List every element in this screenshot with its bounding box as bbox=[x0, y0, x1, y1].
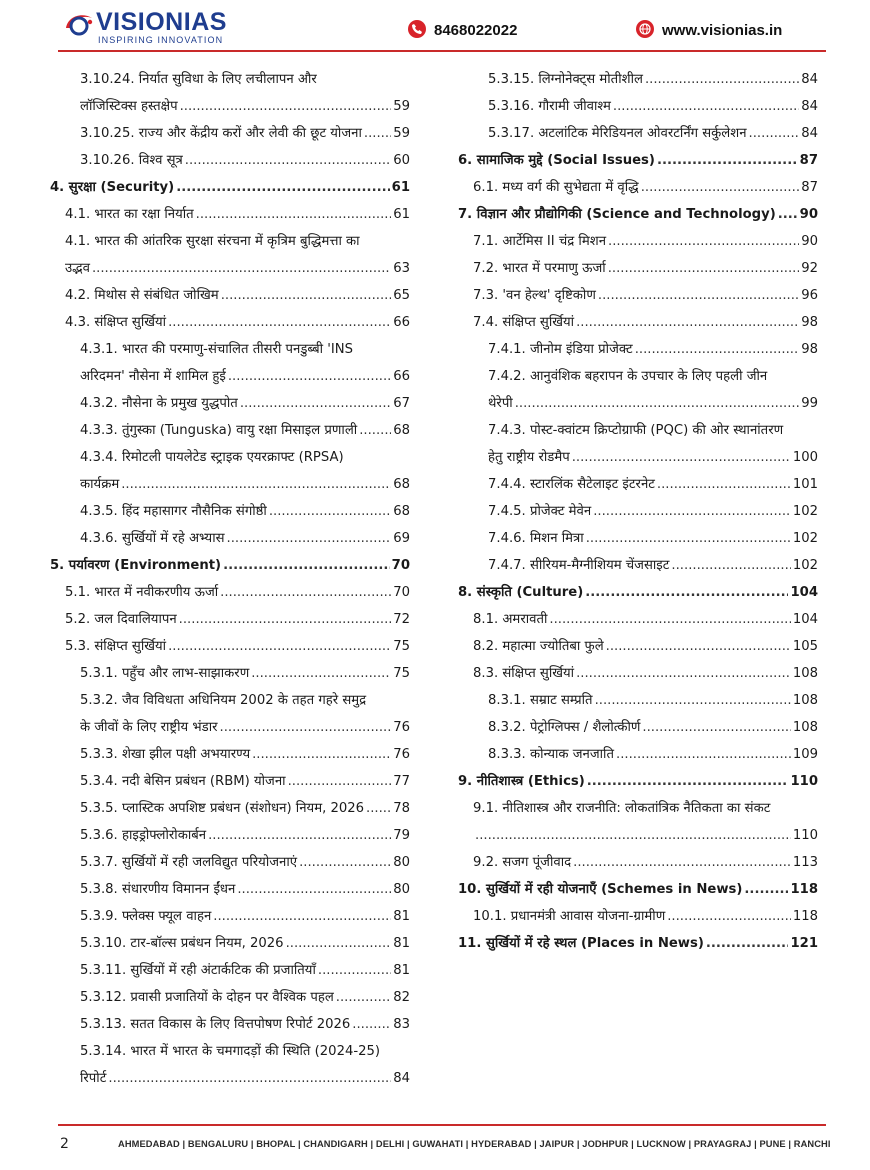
toc-entry bbox=[50, 282, 410, 309]
toc-dot-leader bbox=[641, 174, 800, 201]
toc-entry-title: 8.3.3. कोन्याक जनजाति bbox=[488, 747, 614, 762]
toc-entry bbox=[458, 768, 818, 795]
toc-entry bbox=[50, 417, 410, 444]
toc-page-number: 70 bbox=[391, 558, 410, 573]
toc-page-number: 66 bbox=[393, 369, 410, 384]
toc-entry bbox=[50, 660, 410, 687]
toc-entry-title: 5.3.9. फ्लेक्स फ्यूल वाहन bbox=[80, 909, 212, 924]
toc-dot-leader bbox=[749, 120, 800, 147]
toc-dot-leader bbox=[180, 93, 392, 120]
toc-entry bbox=[50, 498, 410, 525]
toc-dot-leader bbox=[336, 984, 391, 1011]
toc-page-number: 63 bbox=[393, 261, 410, 276]
toc-dot-leader bbox=[706, 930, 789, 957]
toc-dot-leader bbox=[608, 255, 800, 282]
toc-entry-title: 5.3.7. सुर्खियों में रही जलविद्युत परियोजनाएं bbox=[80, 855, 298, 870]
toc-entry bbox=[458, 876, 818, 903]
toc-dot-leader bbox=[645, 66, 799, 93]
toc-page-number: 118 bbox=[790, 882, 818, 897]
toc-entry-title: 8.3.1. सम्राट सम्प्रति bbox=[488, 693, 593, 708]
phone-contact bbox=[408, 20, 517, 39]
toc-dot-leader bbox=[657, 147, 798, 174]
toc-page-number: 113 bbox=[792, 855, 818, 870]
toc-entry bbox=[50, 606, 410, 633]
toc-entry bbox=[458, 525, 818, 552]
toc-entry bbox=[458, 579, 818, 606]
toc-entry-title: 5.3.17. अटलांटिक मेरिडियनल ओवरटर्निंग सर्कुलेशन bbox=[488, 126, 747, 141]
toc-page-number: 118 bbox=[792, 909, 818, 924]
toc-entry-title: 4.3.2. नौसेना के प्रमुख युद्धपोत bbox=[80, 396, 238, 411]
toc-page-number: 82 bbox=[393, 990, 410, 1005]
globe-icon bbox=[636, 20, 654, 38]
toc-entry-title: 7.2. भारत में परमाणु ऊर्जा bbox=[473, 261, 606, 276]
toc-dot-leader bbox=[176, 174, 389, 201]
phone-number: 8468022022 bbox=[434, 22, 518, 39]
toc-entry bbox=[50, 687, 410, 714]
toc-entry bbox=[458, 120, 818, 147]
toc-entry-title: रिपोर्ट bbox=[80, 1071, 107, 1086]
toc-dot-leader bbox=[168, 309, 391, 336]
toc-entry-title: 9.1. नीतिशास्त्र और राजनीति: लोकतांत्रिक नैतिकता का संकट bbox=[473, 801, 771, 816]
toc-page-number: 59 bbox=[393, 126, 410, 141]
toc-entry bbox=[50, 66, 410, 93]
toc-page-number: 84 bbox=[801, 126, 818, 141]
toc-dot-leader bbox=[642, 714, 790, 741]
toc-entry bbox=[458, 849, 818, 876]
toc-dot-leader bbox=[286, 930, 392, 957]
toc-page-number: 78 bbox=[393, 801, 410, 816]
toc-page-number: 65 bbox=[393, 288, 410, 303]
toc-page-number: 98 bbox=[801, 315, 818, 330]
footer-cities: AHMEDABAD | BENGALURU | BHOPAL | CHANDIGARH | DELHI | GUWAHATI | HYDERABAD | JAIPUR | JODHPUR | LUCKNOW | PRAYAGRAJ | PUNE | RANCHI bbox=[118, 1139, 831, 1149]
toc-dot-leader bbox=[573, 849, 791, 876]
toc-entry bbox=[458, 903, 818, 930]
toc-page-number: 108 bbox=[792, 666, 818, 681]
toc-dot-leader bbox=[208, 822, 391, 849]
toc-entry bbox=[50, 201, 410, 228]
toc-entry bbox=[50, 552, 410, 579]
toc-page-number: 105 bbox=[792, 639, 818, 654]
toc-entry-title: 5.3.10. टार-बॉल्स प्रबंधन नियम, 2026 bbox=[80, 936, 284, 951]
toc-entry bbox=[50, 309, 410, 336]
toc-dot-leader bbox=[168, 633, 391, 660]
toc-entry bbox=[458, 660, 818, 687]
toc-entry bbox=[50, 93, 410, 120]
toc-entry bbox=[458, 255, 818, 282]
toc-entry-title: कार्यक्रम bbox=[80, 477, 120, 492]
toc-entry-title: 4.3.4. रिमोटली पायलेटेड स्ट्राइक एयरक्राफ्ट (RPSA) bbox=[80, 450, 344, 465]
toc-page-number: 102 bbox=[792, 504, 818, 519]
toc-entry-title: 5.1. भारत में नवीकरणीय ऊर्जा bbox=[65, 585, 219, 600]
toc-entry-title: 7.4.6. मिशन मित्रा bbox=[488, 531, 584, 546]
brand-tagline: INSPIRING INNOVATION bbox=[98, 35, 224, 45]
toc-entry-title: 5.3.1. पहुँच और लाभ-साझाकरण bbox=[80, 666, 250, 681]
toc-page-number: 108 bbox=[792, 720, 818, 735]
toc-entry bbox=[50, 174, 410, 201]
toc-entry-title: 6. सामाजिक मुद्दे (Social Issues) bbox=[458, 153, 655, 168]
toc-page-number: 84 bbox=[801, 72, 818, 87]
website-contact bbox=[636, 20, 782, 39]
toc-entry bbox=[50, 579, 410, 606]
logo-swoosh-icon bbox=[62, 10, 94, 38]
toc-entry-title: 7.4.7. सीरियम-मैग्नीशियम चेंजसाइट bbox=[488, 558, 670, 573]
toc-dot-leader bbox=[227, 525, 392, 552]
toc-entry bbox=[50, 849, 410, 876]
toc-dot-leader bbox=[671, 552, 790, 579]
toc-entry-title: अरिदमन' नौसेना में शामिल हुई bbox=[80, 369, 226, 384]
toc-page-number: 100 bbox=[792, 450, 818, 465]
toc-entry bbox=[50, 147, 410, 174]
toc-entry bbox=[50, 903, 410, 930]
toc-entry bbox=[458, 363, 818, 390]
toc-dot-leader bbox=[92, 255, 391, 282]
toc-entry bbox=[458, 417, 818, 444]
toc-entry bbox=[50, 363, 410, 390]
toc-entry-title: 8.3. संक्षिप्त सुर्खियां bbox=[473, 666, 575, 681]
website-url: www.visionias.in bbox=[662, 22, 783, 39]
toc-page-number: 66 bbox=[393, 315, 410, 330]
header-divider bbox=[58, 50, 826, 52]
toc-page-number: 104 bbox=[792, 612, 818, 627]
toc-dot-leader bbox=[606, 633, 791, 660]
toc-page-number: 75 bbox=[393, 666, 410, 681]
toc-entry-title: हेतु राष्ट्रीय रोडमैप bbox=[488, 450, 570, 465]
toc-entry-title: 5.3.6. हाइड्रोफ्लोरोकार्बन bbox=[80, 828, 207, 843]
toc-right-column bbox=[458, 66, 818, 957]
toc-dot-leader bbox=[108, 1065, 391, 1092]
toc-dot-leader bbox=[635, 336, 800, 363]
toc-dot-leader bbox=[228, 363, 391, 390]
toc-entry-title: 4.2. मिथोस से संबंधित जोखिम bbox=[65, 288, 219, 303]
page-number: 2 bbox=[60, 1136, 69, 1152]
toc-dot-leader bbox=[240, 390, 391, 417]
toc-entry-title: 4.3.1. भारत की परमाणु-संचालित तीसरी पनडुब्बी 'INS bbox=[80, 342, 353, 357]
page-header bbox=[0, 0, 870, 52]
toc-dot-leader bbox=[364, 120, 391, 147]
phone-icon bbox=[408, 20, 426, 38]
toc-entry-title: 8.3.2. पेट्रोग्लिफ्स / शैलोत्कीर्ण bbox=[488, 720, 641, 735]
toc-dot-leader bbox=[744, 876, 788, 903]
toc-page-number: 84 bbox=[393, 1071, 410, 1086]
toc-entry-title: 7.4.5. प्रोजेक्ट मेवेन bbox=[488, 504, 592, 519]
brand-vision: VISION bbox=[96, 8, 184, 36]
toc-dot-leader bbox=[220, 579, 391, 606]
toc-page-number: 83 bbox=[393, 1017, 410, 1032]
toc-entry-title: 5.3.15. लिग्नोनेक्ट्स मोतीशील bbox=[488, 72, 643, 87]
toc-page-number: 102 bbox=[792, 558, 818, 573]
toc-entry bbox=[50, 984, 410, 1011]
toc-entry-title: 7.4. संक्षिप्त सुर्खियां bbox=[473, 315, 575, 330]
toc-entry-title: लॉजिस्टिक्स हस्तक्षेप bbox=[80, 99, 178, 114]
toc-page-number: 80 bbox=[393, 855, 410, 870]
toc-page-number: 110 bbox=[792, 828, 818, 843]
toc-dot-leader bbox=[185, 147, 391, 174]
toc-entry-title: 7.4.1. जीनोम इंडिया प्रोजेक्ट bbox=[488, 342, 633, 357]
toc-dot-leader bbox=[237, 876, 391, 903]
toc-entry-title: 7.4.2. आनुवंशिक बहरापन के उपचार के लिए पहली जीन bbox=[488, 369, 768, 384]
toc-page-number: 102 bbox=[792, 531, 818, 546]
toc-dot-leader bbox=[223, 552, 390, 579]
toc-entry bbox=[458, 633, 818, 660]
toc-dot-leader bbox=[252, 741, 391, 768]
toc-entry bbox=[458, 309, 818, 336]
toc-entry bbox=[458, 930, 818, 957]
toc-entry-title: 4.3. संक्षिप्त सुर्खियां bbox=[65, 315, 167, 330]
toc-entry-title: 4.3.3. तुंगुस्का (Tunguska) वायु रक्षा मिसाइल प्रणाली bbox=[80, 423, 358, 438]
toc-entry bbox=[458, 687, 818, 714]
toc-dot-leader bbox=[667, 903, 791, 930]
toc-entry-title: 7.3. 'वन हेल्थ' दृष्टिकोण bbox=[473, 288, 596, 303]
toc-entry-title: 4.1. भारत का रक्षा निर्यात bbox=[65, 207, 194, 222]
toc-entry-title: 8. संस्कृति (Culture) bbox=[458, 585, 584, 600]
toc-page-number: 101 bbox=[792, 477, 818, 492]
brand-ias: IAS bbox=[183, 8, 227, 36]
toc-entry-title: 10.1. प्रधानमंत्री आवास योजना-ग्रामीण bbox=[473, 909, 666, 924]
toc-page-number: 121 bbox=[790, 936, 818, 951]
toc-page-number: 81 bbox=[393, 936, 410, 951]
toc-page-number: 79 bbox=[393, 828, 410, 843]
toc-entry-title: 5.3.13. सतत विकास के लिए वित्तपोषण रिपोर्ट 2026 bbox=[80, 1017, 351, 1032]
toc-entry-title: 10. सुर्खियों में रही योजनाएँ (Schemes in News) bbox=[458, 882, 743, 897]
toc-dot-leader bbox=[616, 741, 791, 768]
toc-dot-leader bbox=[359, 417, 391, 444]
toc-entry-title: 4.1. भारत की आंतरिक सुरक्षा संरचना में कृत्रिम बुद्धिमत्ता का bbox=[65, 234, 360, 249]
toc-entry bbox=[50, 795, 410, 822]
toc-page-number: 96 bbox=[801, 288, 818, 303]
toc-page-number: 76 bbox=[393, 720, 410, 735]
toc-entry bbox=[458, 498, 818, 525]
toc-dot-leader bbox=[196, 201, 392, 228]
toc-page-number: 68 bbox=[393, 504, 410, 519]
toc-entry-title: उद्भव bbox=[65, 261, 90, 276]
toc-page-number: 61 bbox=[393, 207, 410, 222]
toc-entry-title: 4.3.5. हिंद महासागर नौसैनिक संगोष्ठी bbox=[80, 504, 267, 519]
toc-dot-leader bbox=[213, 903, 391, 930]
toc-entry bbox=[458, 93, 818, 120]
toc-dot-leader bbox=[586, 525, 791, 552]
toc-entry-title: 9. नीतिशास्त्र (Ethics) bbox=[458, 774, 585, 789]
toc-dot-leader bbox=[587, 768, 789, 795]
toc-entry bbox=[50, 525, 410, 552]
toc-entry-title: के जीवों के लिए राष्ट्रीय भंडार bbox=[80, 720, 218, 735]
toc-entry bbox=[50, 255, 410, 282]
toc-entry bbox=[458, 147, 818, 174]
toc-entry bbox=[50, 633, 410, 660]
toc-entry bbox=[458, 201, 818, 228]
toc-entry-title: 3.10.25. राज्य और केंद्रीय करों और लेवी की छूट योजना bbox=[80, 126, 362, 141]
toc-entry-title: 7.4.4. स्टारलिंक सैटेलाइट इंटरनेट bbox=[488, 477, 655, 492]
toc-page-number: 69 bbox=[393, 531, 410, 546]
toc-page-number: 67 bbox=[393, 396, 410, 411]
toc-entry bbox=[458, 66, 818, 93]
toc-entry-title: 5.3.14. भारत में भारत के चमगादड़ों की स्थिति (2024-25) bbox=[80, 1044, 381, 1059]
toc-page-number: 61 bbox=[391, 180, 410, 195]
toc-dot-leader bbox=[778, 201, 798, 228]
toc-dot-leader bbox=[475, 822, 791, 849]
toc-entry bbox=[458, 714, 818, 741]
toc-entry-title: 5.3.8. संधारणीय विमानन ईंधन bbox=[80, 882, 236, 897]
toc-dot-leader bbox=[576, 309, 799, 336]
toc-dot-leader bbox=[179, 606, 392, 633]
toc-page-number: 90 bbox=[801, 234, 818, 249]
toc-dot-leader bbox=[366, 795, 391, 822]
toc-entry-title: थेरेपी bbox=[488, 396, 513, 411]
toc-page-number: 109 bbox=[792, 747, 818, 762]
toc-entry bbox=[50, 876, 410, 903]
toc-entry bbox=[50, 336, 410, 363]
toc-entry-title: 5.3.2. जैव विविधता अधिनियम 2002 के तहत गहरे समुद्र bbox=[80, 693, 367, 708]
toc-page-number: 81 bbox=[393, 963, 410, 978]
toc-dot-leader bbox=[613, 93, 799, 120]
toc-entry bbox=[458, 552, 818, 579]
toc-page-number: 80 bbox=[393, 882, 410, 897]
toc-page-number: 68 bbox=[393, 423, 410, 438]
toc-page-number: 110 bbox=[790, 774, 818, 789]
toc-page-number: 98 bbox=[801, 342, 818, 357]
toc-entry bbox=[50, 957, 410, 984]
toc-entry bbox=[50, 1011, 410, 1038]
toc-entry bbox=[50, 1065, 410, 1092]
toc-page-number: 108 bbox=[792, 693, 818, 708]
toc-entry bbox=[50, 471, 410, 498]
toc-page-number: 92 bbox=[801, 261, 818, 276]
toc-entry-title: 8.2. महात्मा ज्योतिबा फुले bbox=[473, 639, 604, 654]
toc-page-number: 77 bbox=[393, 774, 410, 789]
toc-entry-title: 5.2. जल दिवालियापन bbox=[65, 612, 177, 627]
toc-entry bbox=[458, 282, 818, 309]
toc-dot-leader bbox=[598, 282, 799, 309]
toc-page-number: 76 bbox=[393, 747, 410, 762]
toc-dot-leader bbox=[595, 687, 791, 714]
toc-page-number: 87 bbox=[801, 180, 818, 195]
toc-dot-leader bbox=[121, 471, 391, 498]
toc-entry-title: 5.3.5. प्लास्टिक अपशिष्ट प्रबंधन (संशोधन) नियम, 2026 bbox=[80, 801, 365, 816]
brand-name bbox=[96, 8, 227, 36]
toc-entry-title: 3.10.26. विश्व सूत्र bbox=[80, 153, 183, 168]
toc-entry bbox=[458, 336, 818, 363]
toc-entry-title: 5. पर्यावरण (Environment) bbox=[50, 558, 222, 573]
toc-entry-title: 7.1. आर्टेमिस II चंद्र मिशन bbox=[473, 234, 607, 249]
toc-entry-title: 4. सुरक्षा (Security) bbox=[50, 180, 175, 195]
toc-entry-title: 5.3.16. गौरामी जीवाश्म bbox=[488, 99, 611, 114]
toc-dot-leader bbox=[299, 849, 391, 876]
toc-entry bbox=[458, 471, 818, 498]
toc-page-number: 70 bbox=[393, 585, 410, 600]
toc-entry bbox=[458, 228, 818, 255]
toc-entry bbox=[458, 390, 818, 417]
toc-entry-title: 5.3.3. शेखा झील पक्षी अभयारण्य bbox=[80, 747, 251, 762]
toc-entry bbox=[50, 444, 410, 471]
toc-dot-leader bbox=[221, 282, 392, 309]
toc-dot-leader bbox=[352, 1011, 391, 1038]
toc-dot-leader bbox=[608, 228, 799, 255]
toc-entry bbox=[458, 444, 818, 471]
toc-entry-title: 5.3. संक्षिप्त सुर्खियां bbox=[65, 639, 167, 654]
toc-page-number: 68 bbox=[393, 477, 410, 492]
visionias-logo bbox=[62, 8, 252, 46]
toc-entry bbox=[458, 822, 818, 849]
toc-entry-title: 5.3.12. प्रवासी प्रजातियों के दोहन पर वैश्विक पहल bbox=[80, 990, 334, 1005]
toc-entry-title: 8.1. अमरावती bbox=[473, 612, 548, 627]
toc-entry-title: 6.1. मध्य वर्ग की सुभेद्यता में वृद्धि bbox=[473, 180, 639, 195]
toc-entry-title: 4.3.6. सुर्खियों में रहे अभ्यास bbox=[80, 531, 225, 546]
toc-page-number: 104 bbox=[790, 585, 818, 600]
toc-dot-leader bbox=[515, 390, 799, 417]
toc-page-number: 87 bbox=[799, 153, 818, 168]
toc-dot-leader bbox=[549, 606, 790, 633]
toc-entry bbox=[50, 741, 410, 768]
toc-page-number: 75 bbox=[393, 639, 410, 654]
toc-page-number: 90 bbox=[799, 207, 818, 222]
toc-dot-leader bbox=[576, 660, 791, 687]
toc-entry bbox=[50, 228, 410, 255]
toc-page-number: 72 bbox=[393, 612, 410, 627]
toc-dot-leader bbox=[220, 714, 392, 741]
toc-entry-title: 11. सुर्खियों में रहे स्थल (Places in News) bbox=[458, 936, 704, 951]
toc-entry bbox=[50, 120, 410, 147]
toc-page-number: 84 bbox=[801, 99, 818, 114]
toc-entry bbox=[50, 714, 410, 741]
toc-dot-leader bbox=[585, 579, 788, 606]
toc-dot-leader bbox=[593, 498, 791, 525]
toc-entry-title: 7.4.3. पोस्ट-क्वांटम क्रिप्टोग्राफी (PQC) की ओर स्थानांतरण bbox=[488, 423, 784, 438]
toc-dot-leader bbox=[657, 471, 791, 498]
toc-entry-title: 9.2. सजग पूंजीवाद bbox=[473, 855, 572, 870]
toc-page-number: 59 bbox=[393, 99, 410, 114]
toc-entry bbox=[458, 174, 818, 201]
toc-entry bbox=[50, 930, 410, 957]
toc-entry bbox=[50, 390, 410, 417]
toc-dot-leader bbox=[318, 957, 391, 984]
toc-entry bbox=[50, 822, 410, 849]
toc-dot-leader bbox=[251, 660, 391, 687]
toc-entry-title: 7. विज्ञान और प्रौद्योगिकी (Science and Technology) bbox=[458, 207, 776, 222]
footer-divider bbox=[58, 1124, 826, 1126]
toc-page-number: 81 bbox=[393, 909, 410, 924]
toc-dot-leader bbox=[572, 444, 791, 471]
toc-entry-title: 3.10.24. निर्यात सुविधा के लिए लचीलापन और bbox=[80, 72, 317, 87]
toc-entry bbox=[458, 606, 818, 633]
toc-page-number: 60 bbox=[393, 153, 410, 168]
toc-entry-title: 5.3.11. सुर्खियों में रही अंटार्कटिक की प्रजातियाँ bbox=[80, 963, 316, 978]
toc-dot-leader bbox=[269, 498, 391, 525]
toc-left-column bbox=[50, 66, 410, 1092]
toc-entry-title: 5.3.4. नदी बेसिन प्रबंधन (RBM) योजना bbox=[80, 774, 286, 789]
toc-dot-leader bbox=[288, 768, 392, 795]
toc-entry bbox=[50, 1038, 410, 1065]
toc-entry bbox=[458, 741, 818, 768]
toc-entry bbox=[50, 768, 410, 795]
toc-page-number: 99 bbox=[801, 396, 818, 411]
toc-entry bbox=[458, 795, 818, 822]
